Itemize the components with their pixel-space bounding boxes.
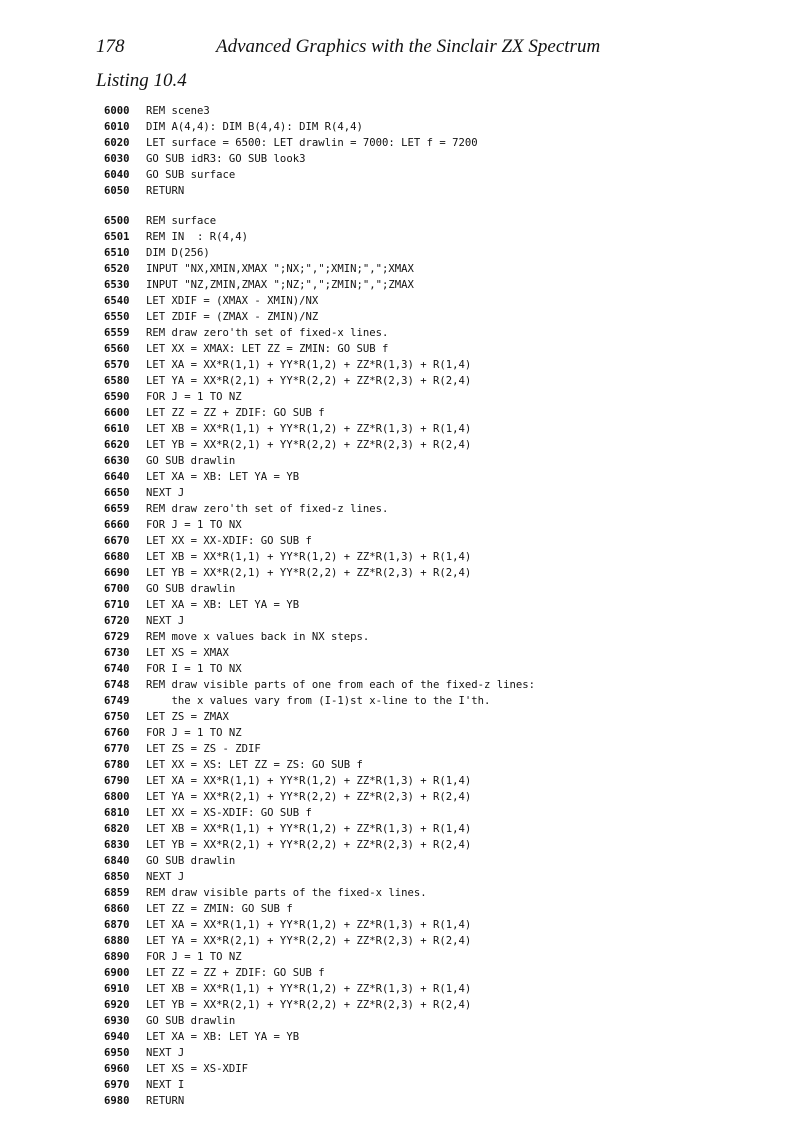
code-line [104,469,784,485]
statement-text: LET ZS = ZMAX [146,711,229,723]
line-number: 6020 [104,137,130,149]
statement-text: LET XB = XX*R(1,1) + YY*R(1,2) + ZZ*R(1,3) + R(1,4) [146,423,472,435]
code-line [104,1013,784,1029]
line-number: 6700 [104,583,130,595]
statement-text: GO SUB drawlin [146,455,236,467]
line-number: 6570 [104,359,130,371]
line-number: 6870 [104,919,130,931]
statement-text: LET surface = 6500: LET drawlin = 7000: LET f = 7200 [146,137,478,149]
code-listing [104,103,784,1109]
code-line [104,341,784,357]
line-number: 6890 [104,951,130,963]
listing-title: Listing 10.4 [96,70,187,91]
code-line [104,693,784,709]
line-number: 6730 [104,647,130,659]
code-line [104,901,784,917]
line-number: 6720 [104,615,130,627]
code-line [104,373,784,389]
line-number: 6520 [104,263,130,275]
statement-text: REM surface [146,215,217,227]
statement-text: LET YB = XX*R(2,1) + YY*R(2,2) + ZZ*R(2,3) + R(2,4) [146,839,472,851]
code-line [104,565,784,581]
statement-text: INPUT "NX,XMIN,XMAX ";NX;",";XMIN;",";XMAX [146,263,414,275]
code-line [104,325,784,341]
statement-text: LET XS = XS-XDIF [146,1063,249,1075]
statement-text: FOR I = 1 TO NX [146,663,242,675]
code-line [104,167,784,183]
statement-text: GO SUB idR3: GO SUB look3 [146,153,306,165]
line-number: 6590 [104,391,130,403]
code-line [104,741,784,757]
line-number: 6748 [104,679,130,691]
line-number: 6530 [104,279,130,291]
code-line [104,517,784,533]
code-line [104,757,784,773]
code-line [104,597,784,613]
code-line [104,389,784,405]
code-line [104,103,784,119]
code-line [104,421,784,437]
line-number: 6910 [104,983,130,995]
statement-text: INPUT "NZ,ZMIN,ZMAX ";NZ;",";ZMIN;",";ZMAX [146,279,414,291]
code-line [104,1045,784,1061]
code-line [104,1093,784,1109]
line-number: 6960 [104,1063,130,1075]
statement-text: LET XB = XX*R(1,1) + YY*R(1,2) + ZZ*R(1,3) + R(1,4) [146,823,472,835]
statement-text: the x values vary from (I-1)st x-line to the I'th. [146,695,491,707]
statement-text: FOR J = 1 TO NZ [146,951,242,963]
line-number: 6980 [104,1095,130,1107]
statement-text: LET YA = XX*R(2,1) + YY*R(2,2) + ZZ*R(2,3) + R(2,4) [146,791,472,803]
code-line [104,501,784,517]
code-line [104,725,784,741]
code-line [104,485,784,501]
statement-text: LET XA = XX*R(1,1) + YY*R(1,2) + ZZ*R(1,3) + R(1,4) [146,919,472,931]
code-line [104,885,784,901]
code-line [104,183,784,199]
code-line [104,533,784,549]
line-number: 6970 [104,1079,130,1091]
code-line [104,933,784,949]
statement-text: FOR J = 1 TO NZ [146,727,242,739]
line-number: 6659 [104,503,130,515]
statement-text: LET XA = XB: LET YA = YB [146,599,300,611]
line-number: 6810 [104,807,130,819]
line-number: 6770 [104,743,130,755]
statement-text: LET XB = XX*R(1,1) + YY*R(1,2) + ZZ*R(1,3) + R(1,4) [146,983,472,995]
line-number: 6510 [104,247,130,259]
line-number: 6010 [104,121,130,133]
statement-text: LET ZZ = ZMIN: GO SUB f [146,903,293,915]
statement-text: LET XS = XMAX [146,647,229,659]
statement-text: LET ZZ = ZZ + ZDIF: GO SUB f [146,407,325,419]
statement-text: LET XA = XB: LET YA = YB [146,1031,300,1043]
line-number: 6501 [104,231,130,243]
statement-text: LET ZS = ZS - ZDIF [146,743,261,755]
code-line [104,613,784,629]
statement-text: REM draw zero'th set of fixed-z lines. [146,503,389,515]
statement-text: FOR J = 1 TO NX [146,519,242,531]
page-header [96,36,716,64]
line-number: 6690 [104,567,130,579]
line-number: 6630 [104,455,130,467]
statement-text: REM draw visible parts of one from each of the fixed-z lines: [146,679,536,691]
line-number: 6040 [104,169,130,181]
line-number: 6840 [104,855,130,867]
line-number: 6749 [104,695,130,707]
statement-text: LET XB = XX*R(1,1) + YY*R(1,2) + ZZ*R(1,3) + R(1,4) [146,551,472,563]
statement-text: LET XX = XMAX: LET ZZ = ZMIN: GO SUB f [146,343,389,355]
statement-text: NEXT J [146,1047,185,1059]
line-number: 6859 [104,887,130,899]
code-line [104,213,784,229]
block-separator [104,199,784,213]
statement-text: NEXT I [146,1079,185,1091]
statement-text: GO SUB drawlin [146,1015,236,1027]
code-line [104,405,784,421]
statement-text: LET XX = XS-XDIF: GO SUB f [146,807,312,819]
code-line [104,709,784,725]
code-line [104,789,784,805]
code-line [104,949,784,965]
statement-text: NEXT J [146,487,185,499]
line-number: 6880 [104,935,130,947]
code-line [104,805,784,821]
running-title: Advanced Graphics with the Sinclair ZX Spectrum [216,36,601,57]
statement-text: LET ZDIF = (ZMAX - ZMIN)/NZ [146,311,319,323]
statement-text: DIM A(4,4): DIM B(4,4): DIM R(4,4) [146,121,363,133]
code-line [104,357,784,373]
line-number: 6820 [104,823,130,835]
statement-text: REM IN : R(4,4) [146,231,249,243]
code-line [104,245,784,261]
line-number: 6950 [104,1047,130,1059]
statement-text: REM draw visible parts of the fixed-x lines. [146,887,427,899]
statement-text: LET XDIF = (XMAX - XMIN)/NX [146,295,319,307]
line-number: 6030 [104,153,130,165]
line-number: 6620 [104,439,130,451]
line-number: 6660 [104,519,130,531]
page-number: 178 [96,36,125,57]
statement-text: RETURN [146,1095,185,1107]
line-number: 6559 [104,327,130,339]
code-line [104,549,784,565]
statement-text: LET ZZ = ZZ + ZDIF: GO SUB f [146,967,325,979]
statement-text: LET YB = XX*R(2,1) + YY*R(2,2) + ZZ*R(2,3) + R(2,4) [146,439,472,451]
line-number: 6780 [104,759,130,771]
statement-text: NEXT J [146,615,185,627]
line-number: 6920 [104,999,130,1011]
statement-text: REM scene3 [146,105,210,117]
line-number: 6650 [104,487,130,499]
statement-text: LET YB = XX*R(2,1) + YY*R(2,2) + ZZ*R(2,3) + R(2,4) [146,999,472,1011]
code-line [104,261,784,277]
statement-text: FOR J = 1 TO NZ [146,391,242,403]
code-line [104,135,784,151]
statement-text: LET YA = XX*R(2,1) + YY*R(2,2) + ZZ*R(2,3) + R(2,4) [146,935,472,947]
code-line [104,119,784,135]
statement-text: LET YB = XX*R(2,1) + YY*R(2,2) + ZZ*R(2,3) + R(2,4) [146,567,472,579]
code-line [104,869,784,885]
code-line [104,437,784,453]
code-block-scene3 [104,103,784,199]
line-number: 6790 [104,775,130,787]
statement-text: GO SUB drawlin [146,583,236,595]
code-line [104,293,784,309]
line-number: 6670 [104,535,130,547]
line-number: 6740 [104,663,130,675]
code-line [104,853,784,869]
code-line [104,229,784,245]
line-number: 6000 [104,105,130,117]
line-number: 6729 [104,631,130,643]
statement-text: LET XX = XX-XDIF: GO SUB f [146,535,312,547]
statement-text: DIM D(256) [146,247,210,259]
line-number: 6600 [104,407,130,419]
statement-text: LET XA = XB: LET YA = YB [146,471,300,483]
line-number: 6640 [104,471,130,483]
line-number: 6860 [104,903,130,915]
code-line [104,677,784,693]
line-number: 6750 [104,711,130,723]
line-number: 6610 [104,423,130,435]
code-line [104,997,784,1013]
statement-text: REM draw zero'th set of fixed-x lines. [146,327,389,339]
code-line [104,629,784,645]
statement-text: RETURN [146,185,185,197]
line-number: 6850 [104,871,130,883]
line-number: 6940 [104,1031,130,1043]
line-number: 6900 [104,967,130,979]
code-line [104,1077,784,1093]
code-line [104,581,784,597]
line-number: 6930 [104,1015,130,1027]
statement-text: LET XX = XS: LET ZZ = ZS: GO SUB f [146,759,363,771]
statement-text: GO SUB surface [146,169,236,181]
code-line [104,837,784,853]
statement-text: REM move x values back in NX steps. [146,631,370,643]
line-number: 6050 [104,185,130,197]
line-number: 6550 [104,311,130,323]
code-line [104,1029,784,1045]
code-line [104,661,784,677]
code-line [104,917,784,933]
line-number: 6830 [104,839,130,851]
code-line [104,453,784,469]
code-line [104,277,784,293]
code-line [104,309,784,325]
line-number: 6540 [104,295,130,307]
line-number: 6710 [104,599,130,611]
line-number: 6500 [104,215,130,227]
code-line [104,965,784,981]
statement-text: LET XA = XX*R(1,1) + YY*R(1,2) + ZZ*R(1,3) + R(1,4) [146,359,472,371]
code-line [104,645,784,661]
code-line [104,773,784,789]
code-block-surface [104,213,784,1109]
statement-text: LET YA = XX*R(2,1) + YY*R(2,2) + ZZ*R(2,3) + R(2,4) [146,375,472,387]
line-number: 6580 [104,375,130,387]
statement-text: LET XA = XX*R(1,1) + YY*R(1,2) + ZZ*R(1,3) + R(1,4) [146,775,472,787]
statement-text: NEXT J [146,871,185,883]
code-line [104,151,784,167]
line-number: 6560 [104,343,130,355]
line-number: 6680 [104,551,130,563]
code-line [104,981,784,997]
code-line [104,1061,784,1077]
line-number: 6800 [104,791,130,803]
code-line [104,821,784,837]
statement-text: GO SUB drawlin [146,855,236,867]
line-number: 6760 [104,727,130,739]
